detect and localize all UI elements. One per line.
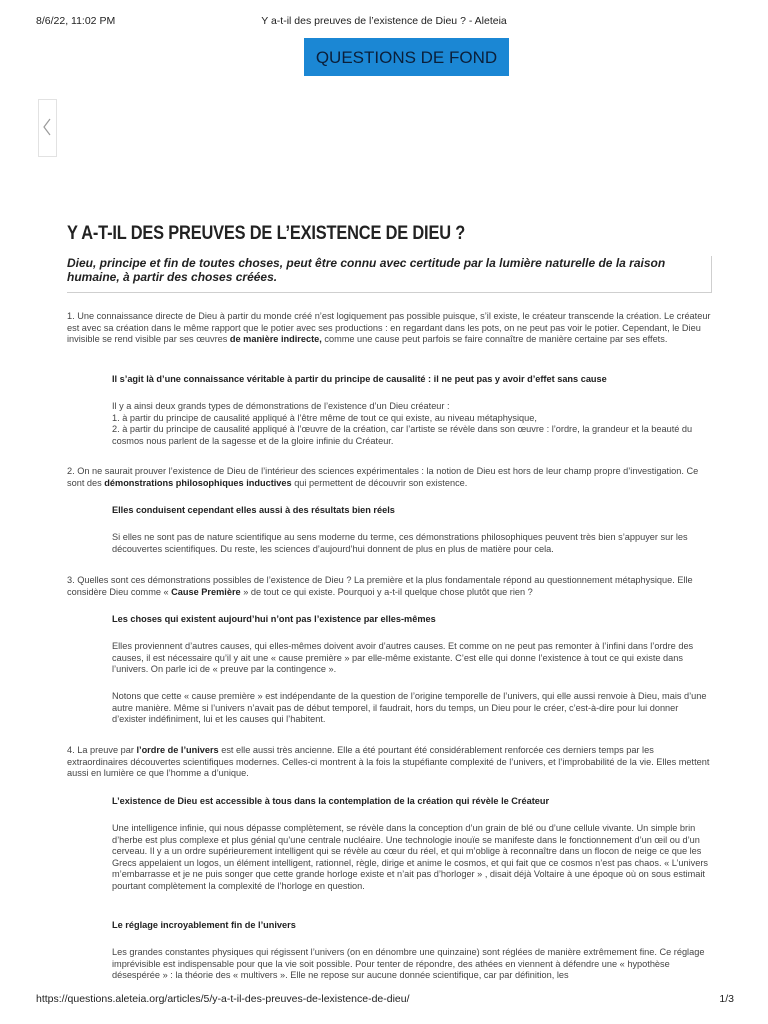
paragraph-1: 1. Une connaissance directe de Dieu à partir du monde créé n’est logiquement pas possible puisque, s’il existe, le créateur transcende la création. Le créateur est avec sa création dans le même rapport que le potier avec ses productions : en regardant dans les pots, on ne peut pas voir le potier. Cependant, le Dieu invisible se rend visible par ses œuvres de manière indirecte, comme une cause peut parfois se faire connaître de manière certaine par ses effets. (67, 311, 711, 344)
article-lead: Dieu, principe et fin de toutes choses, peut être connu avec certitude par la lumière naturelle de la raison humaine, à partir des choses créées. (67, 256, 712, 293)
subheading-5: Le réglage incroyablement fin de l’univers (112, 920, 296, 930)
category-badge[interactable]: QUESTIONS DE FOND (304, 38, 509, 76)
subheading-2: Elles conduisent cependant elles aussi à des résultats bien réels (112, 505, 395, 515)
paragraph-3: 3. Quelles sont ces démonstrations possibles de l’existence de Dieu ? La première et la plus fondamentale répond au questionnement métaphysique. Elle considère Dieu comme « Cause Première » de tout ce qui existe. Pourquoi y a-t-il quelque chose plutôt que rien ? (67, 575, 693, 597)
paragraph-3-detail-1: Elles proviennent d’autres causes, qui elles-mêmes doivent avoir d’autres causes. Et comme on ne peut pas remonter à l’infini dans l’ordre des causes, il est nécessaire qu’il y ait une « cause première » par elle-même existante. C’est elle qui donne l’existence à tout ce qui existe dans l’univers. On parle ici de « preuve par la contingence ». (112, 641, 694, 674)
print-page-title: Y a-t-il des preuves de l’existence de Dieu ? - Aleteia (261, 15, 507, 27)
article-title: Y A-T-IL DES PREUVES DE L’EXISTENCE DE DIEU ? (67, 222, 466, 244)
page-number: 1/3 (719, 993, 734, 1005)
paragraph-2-detail: Si elles ne sont pas de nature scientifique au sens moderne du terme, ces démonstrations philosophiques peuvent très bien s’appuyer sur les découvertes scientifiques. Du reste, les sciences d’aujourd’hui donnent de plus en plus de matière pour cela. (112, 532, 688, 554)
paragraph-5-detail: Les grandes constantes physiques qui régissent l’univers (on en dénombre une quinzaine) sont réglées de manière extrêmement fine. Ce réglage imprévisible est indispensable pour que la vie soit possible. Pour tenter de répondre, des athées en viennent à défendre une « hypothèse désespérée » : la théorie des « multivers ». Elle ne repose sur aucune donnée scientifique, car par définition, les (112, 947, 705, 980)
paragraph-1-detail: Il y a ainsi deux grands types de démonstrations de l’existence d’un Dieu créateur : 1. à partir du principe de causalité appliqué à l’être même de tout ce qui existe, au niveau métaphysique, 2. à partir du principe de causalité appliqué à l’œuvre de la création, car l’artiste se révèle dans son œuvre : l’ordre, la grandeur et la beauté du cosmos nous parlent de la sagesse et de la gloire infinie du Créateur. (112, 401, 693, 446)
paragraph-4: 4. La preuve par l’ordre de l’univers est elle aussi très ancienne. Elle a été pourtant été considérablement renforcée ces derniers temps par les extraordinaires découvertes scientifiques modernes. Celles-ci montrent à la fois la stupéfiante complexité de l’univers, et l’improbabilité de la vie. Elles mettent aussi en lumière ce que l’homme a d’unique. (67, 745, 710, 778)
subheading-4: L’existence de Dieu est accessible à tous dans la contemplation de la création qui révèle le Créateur (112, 796, 550, 806)
print-url: https://questions.aleteia.org/articles/5/y-a-t-il-des-preuves-de-lexistence-de-dieu/ (36, 993, 410, 1005)
subheading-3: Les choses qui existent aujourd’hui n’ont pas l’existence par elles-mêmes (112, 614, 436, 624)
paragraph-2: 2. On ne saurait prouver l’existence de Dieu de l’intérieur des sciences expérimentales : la notion de Dieu est hors de leur champ propre d’investigation. Ce sont des démonstrations philosophiques inductives qui permettent de découvrir son existence. (67, 466, 699, 488)
subheading-1: Il s’agit là d’une connaissance véritable à partir du principe de causalité : il ne peut pas y avoir d’effet sans cause (112, 374, 607, 384)
paragraph-3-detail-2: Notons que cette « cause première » est indépendante de la question de l’origine temporelle de l’univers, qui elle aussi renvoie à Dieu, mais d’une autre manière. Même si l’univers n’avait pas de début temporel, il faudrait, hors du temps, un Dieu pour le créer, c’est-à-dire pour lui donner d’exister indéfiniment, lui et les causes qui l’habitent. (112, 691, 707, 724)
back-button[interactable] (38, 99, 57, 157)
print-date: 8/6/22, 11:02 PM (36, 15, 116, 27)
chevron-left-icon (42, 118, 52, 136)
paragraph-4-detail: Une intelligence infinie, qui nous dépasse complètement, se révèle dans la conception d’un grain de blé ou d’une cellule vivante. Un simple brin d’herbe est plus complexe et plus génial qu’une centrale nucléaire. Une technologie inouïe se manifeste dans le fonctionnement d’un œil ou d’un cerveau. Il y a un ordre supérieurement intelligent qui se révèle au cœur du réel, et qui m’oblige à reconnaître dans un flocon de neige ce que les Grecs appelaient un logos, un élément intelligent, rationnel, règle, dirige et anime le cosmos, et qui fait que ce cosmos n’est pas chaos. « L’univers m’embarrasse et je ne puis songer que cette grande horloge existe et n’ait pas d’horloger » , disait déjà Voltaire à une époque où on sous estimait pourtant complètement la complexité de l’horloge en question. (112, 823, 708, 891)
